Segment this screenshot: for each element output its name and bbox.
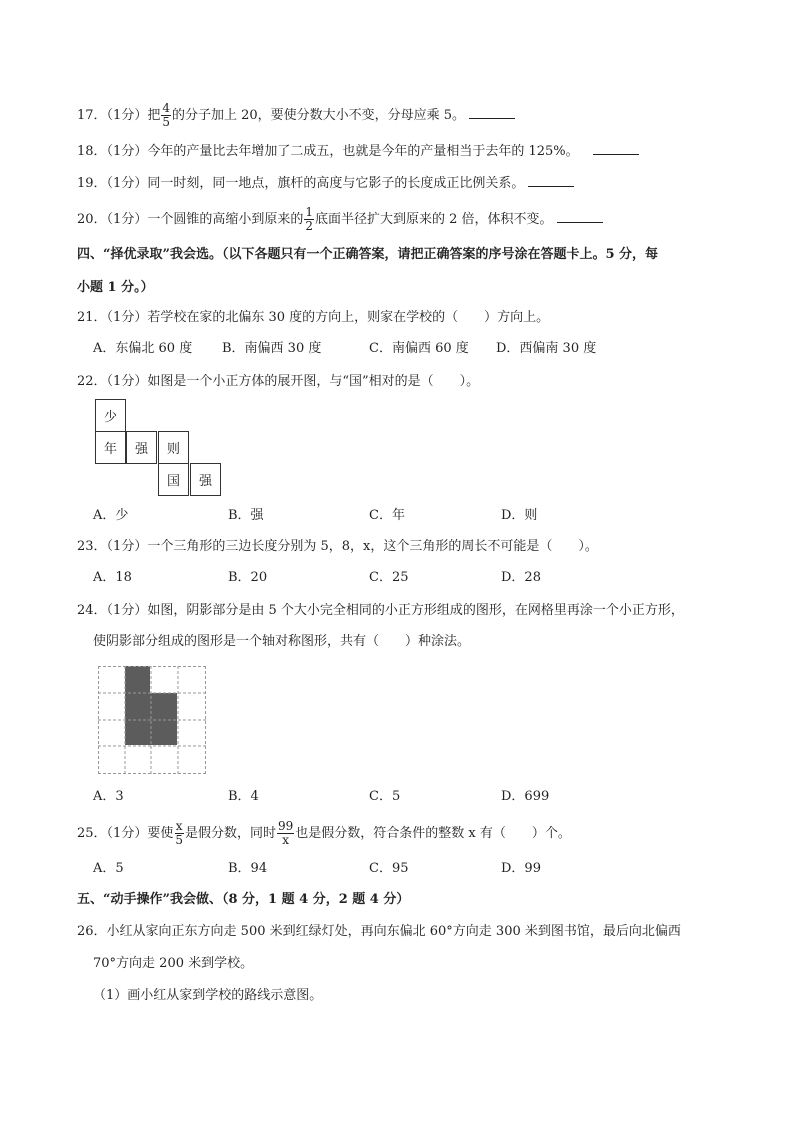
shaded-grid-figure [98, 666, 206, 774]
section-5-heading: 五、“动手操作”我会做、（8 分，1 题 4 分，2 题 4 分） [77, 892, 410, 907]
net-cell-3: 强 [126, 431, 157, 464]
q25-option-d[interactable]: D．99 [501, 861, 541, 876]
q25-option-c[interactable]: C．95 [369, 861, 409, 876]
answer-blank[interactable] [593, 142, 639, 155]
question-23: 23．（1分）一个三角形的三边长度分别为 5，8，x，这个三角形的周长不可能是（ ）。 [77, 539, 598, 554]
answer-blank[interactable] [469, 106, 515, 119]
question-26-line1: 26．小红从家向正东方向走 500 米到红绿灯处，再向东偏北 60°方向走 300 米到图书馆，最后向北偏西 [77, 924, 681, 939]
q21-option-d[interactable]: D．西偏南 30 度 [496, 341, 597, 356]
q21-option-a[interactable]: A．东偏北 60 度 [93, 341, 193, 356]
question-19: 19．（1分）同一时刻，同一地点，旗杆的高度与它影子的长度成正比例关系。 [77, 174, 574, 194]
q22-option-b[interactable]: B．强 [228, 508, 264, 523]
net-cell-6: 强 [190, 463, 221, 496]
question-22: 22．（1分）如图是一个小正方体的展开图，与“国”相对的是（ ）。 [77, 374, 480, 389]
question-26-part1: （1）画小红从家到学校的路线示意图。 [93, 988, 323, 1003]
q25-option-a[interactable]: A．5 [93, 861, 124, 876]
question-24-line2: 使阴影部分组成的图形是一个轴对称图形，共有（ ）种涂法。 [93, 634, 471, 649]
question-26-line2: 70°方向走 200 米到学校。 [93, 956, 254, 971]
question-17: 17．（1分）把 $\frac{4}{5}$ 的分子加上 20，要使分数大小不变，分母应乘 5。 [77, 102, 515, 129]
question-18: 18．（1分）今年的产量比去年增加了二成五，也就是今年的产量相当于去年的 125%。 [77, 142, 639, 162]
shaded-square [150, 720, 177, 745]
q25-option-b[interactable]: B．94 [228, 861, 268, 876]
fraction-99-x: $\frac{99}{x}$ [277, 819, 294, 847]
q23-option-d[interactable]: D．28 [501, 570, 541, 585]
fraction-1-2: $\frac{1}{2}$ [305, 205, 313, 233]
section-4-heading-line2: 小题 1 分。） [77, 280, 154, 295]
q24-option-c[interactable]: C．5 [369, 789, 401, 804]
question-21: 21．（1分）若学校在家的北偏东 30 度的方向上，则家在学校的（ ）方向上。 [77, 310, 550, 325]
q24-option-a[interactable]: A．3 [93, 789, 124, 804]
q22-option-d[interactable]: D．则 [501, 508, 538, 523]
section-4-heading-line1: 四、“择优录取”我会选。（以下各题只有一个正确答案，请把正确答案的序号涂在答题卡上。5 分，每 [77, 247, 659, 262]
fraction-x-5: $\frac{x}{5}$ [175, 819, 183, 847]
answer-blank[interactable] [557, 210, 603, 223]
q22-option-a[interactable]: A．少 [93, 508, 129, 523]
shaded-square [125, 666, 150, 693]
net-cell-4: 则 [158, 431, 189, 464]
q21-option-c[interactable]: C．南偏西 60 度 [369, 341, 469, 356]
q23-option-a[interactable]: A．18 [93, 570, 132, 585]
fraction-4-5: $\frac{4}{5}$ [162, 101, 170, 129]
net-cell-5: 国 [158, 463, 189, 496]
q24-option-b[interactable]: B．4 [228, 789, 259, 804]
shaded-square [125, 720, 150, 745]
q24-option-d[interactable]: D．699 [501, 789, 550, 804]
q23-option-c[interactable]: C．25 [369, 570, 409, 585]
net-cell-2: 年 [95, 431, 126, 464]
question-25: 25．（1分）要使 $\frac{x}{5}$ 是假分数，同时 $\frac{99}{x}$ 也是假分数，符合条件的整数 x 有（ ）个。 [77, 819, 571, 847]
q22-option-c[interactable]: C．年 [369, 508, 405, 523]
shaded-square [150, 693, 177, 720]
q23-option-b[interactable]: B．20 [228, 570, 268, 585]
question-24-line1: 24．（1分）如图，阴影部分是由 5 个大小完全相同的小正方形组成的图形，在网格里再涂一个小正方形， [77, 603, 684, 618]
shaded-square [125, 693, 150, 720]
question-20: 20．（1分）一个圆锥的高缩小到原来的 $\frac{1}{2}$ 底面半径扩大到原来的 2 倍，体积不变。 [77, 206, 603, 233]
answer-blank[interactable] [528, 174, 574, 187]
net-cell-1: 少 [95, 399, 126, 432]
q21-option-b[interactable]: B．南偏西 30 度 [222, 341, 322, 356]
